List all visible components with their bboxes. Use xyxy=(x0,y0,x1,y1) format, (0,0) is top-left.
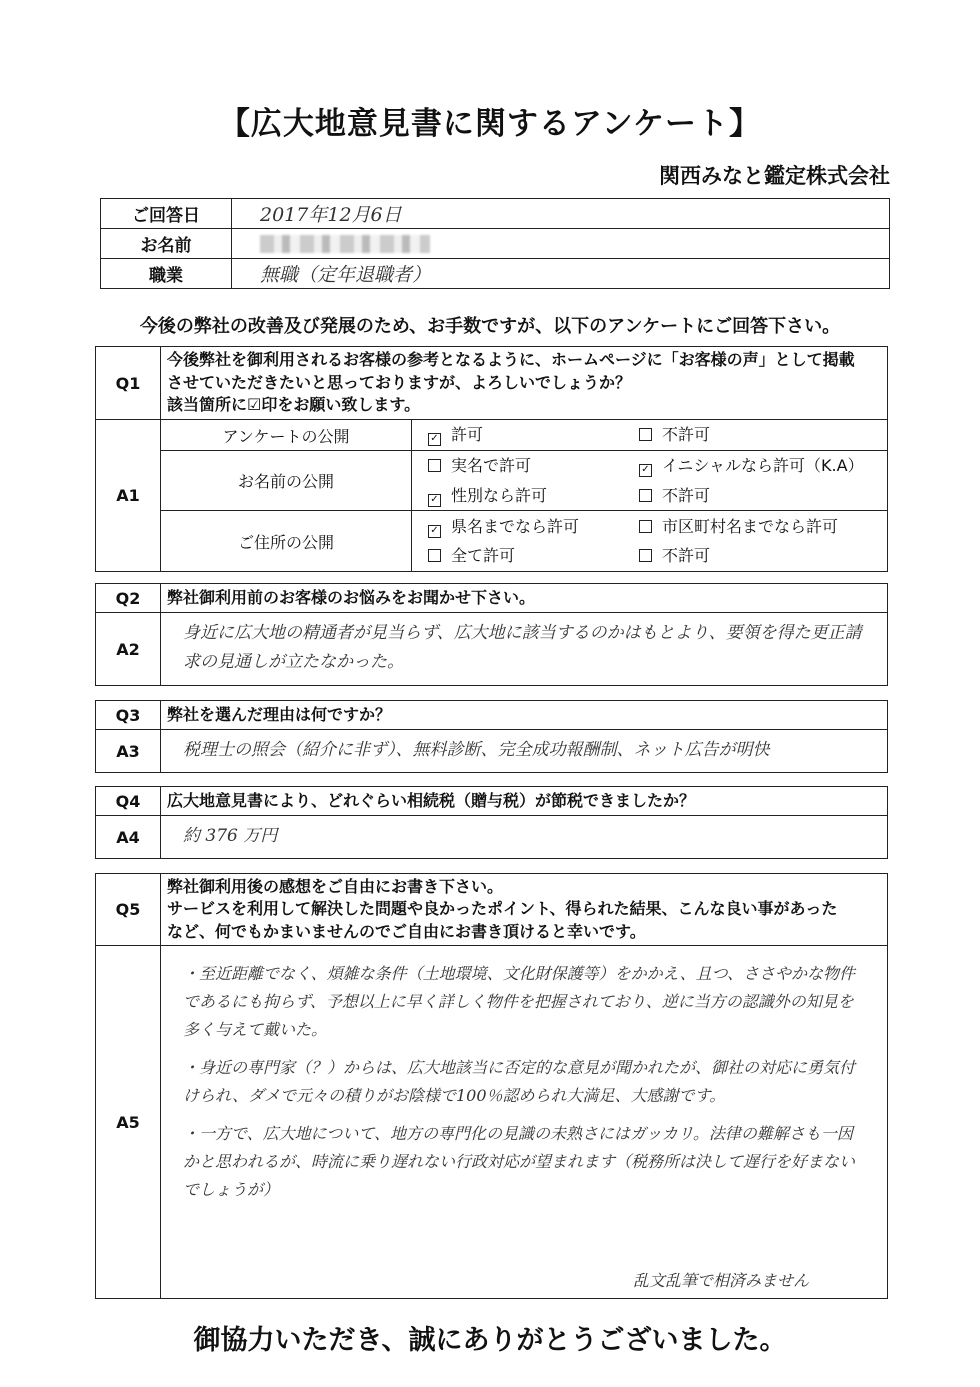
a1-survey-opt1[interactable]: ✓ 許可 xyxy=(412,420,624,451)
a1-name-opts-left xyxy=(412,451,624,511)
a1-survey-opt2[interactable]: 不許可 xyxy=(623,420,888,451)
checkbox-checked-icon[interactable]: ✓ xyxy=(428,494,441,507)
job-label: 職業 xyxy=(101,259,232,289)
date-label: ご回答日 xyxy=(101,199,232,229)
q1-line2: させていただきたいと思っておりますが、よろしいでしょうか？ xyxy=(167,372,632,392)
q4-row xyxy=(96,787,888,816)
q2-row xyxy=(96,584,888,613)
page-title: 【広大地意見書に関するアンケート】 xyxy=(218,106,762,142)
a5-paragraph-3: ・一方で、広大地について、地方の専門化の見識の未熟さにはガッカリ。法律の難解さも一因かと思われるが、時流に乗り遅れない行政対応が望まれます（税務所は決して遅行を好まないでしょうが） xyxy=(183,1124,856,1200)
q2-key: Q2 xyxy=(96,584,161,613)
name-label: お名前 xyxy=(101,229,232,259)
a1-address-opt1[interactable]: ✓ 県名までなら許可 xyxy=(428,512,623,542)
checkbox-empty-icon[interactable] xyxy=(639,489,652,502)
q1-line3: 該当箇所に☑印をお願い致します。 xyxy=(167,395,421,415)
checkbox-checked-icon[interactable]: ✓ xyxy=(639,464,652,477)
q5-line3: など、何でもかまいませんのでご自由にお書き頂けると幸いです。 xyxy=(167,921,646,941)
redaction-blur xyxy=(260,235,430,253)
name-value-redacted xyxy=(232,229,890,259)
intro-text: 今後の弊社の改善及び発展のため、お手数ですが、以下のアンケートにご回答下さい。 xyxy=(139,316,841,337)
a3-row xyxy=(96,730,888,773)
a1-name-opts-right xyxy=(623,451,888,511)
q3-text: 弊社を選んだ理由は何ですか？ xyxy=(161,701,888,730)
checkbox-empty-icon[interactable] xyxy=(639,428,652,441)
job-value: 無職（定年退職者） xyxy=(232,259,890,289)
a2-key: A2 xyxy=(96,613,161,686)
a5-paragraph-1: ・至近距離でなく、煩雑な条件（土地環境、文化財保護等）をかかえ、且つ、ささやかな物件であるにも拘らず、予想以上に早く詳しく物件を把握されており、逆に当方の認識外の知見を多く与えて戴いた。 xyxy=(183,964,856,1040)
a5-row xyxy=(96,946,888,1299)
closing-thanks: 御協力いただき、誠にありがとうございました。 xyxy=(193,1325,787,1356)
a2-answer: 身近に広大地の精通者が見当らず、広大地に該当するのかはもとより、要領を得た更正請求の見通しが立たなかった。 xyxy=(161,613,888,686)
a1-survey-label: アンケートの公開 xyxy=(161,420,412,451)
a1-address-opt4[interactable]: 不許可 xyxy=(639,541,887,571)
a1-address-label: ご住所の公開 xyxy=(161,511,412,572)
a2-row xyxy=(96,613,888,686)
q4-text: 広大地意見書により、どれぐらい相続税（贈与税）が節税できましたか？ xyxy=(161,787,888,816)
apology-note: 乱文乱筆で相済みません xyxy=(633,1271,810,1290)
date-row xyxy=(101,199,890,229)
q2-text: 弊社御利用前のお客様のお悩みをお聞かせ下さい。 xyxy=(161,584,888,613)
q5-line1: 弊社御利用後の感想をご自由にお書き下さい。 xyxy=(167,877,504,896)
q1-line1: 今後弊社を御利用されるお客様の参考となるように、ホームページに「お客様の声」として掲載 xyxy=(167,350,855,370)
a1-address-opt3[interactable]: 全て許可 xyxy=(428,541,623,571)
a1-name-opt3[interactable]: ✓ 性別なら許可 xyxy=(428,481,623,511)
checkbox-checked-icon[interactable]: ✓ xyxy=(428,433,441,446)
a4-answer: 約 376 万円 xyxy=(161,816,888,859)
checkbox-empty-icon[interactable] xyxy=(639,520,652,533)
q4-a4-table xyxy=(95,786,888,859)
job-row xyxy=(101,259,890,289)
date-value: 2017年12月6日 xyxy=(232,199,890,229)
a1-address-opt2[interactable]: 市区町村名までなら許可 xyxy=(639,512,887,542)
checkbox-empty-icon[interactable] xyxy=(428,459,441,472)
q1-row xyxy=(96,347,888,420)
a1-name-label: お名前の公開 xyxy=(161,451,412,511)
a1-address-opts-right xyxy=(623,511,888,572)
a1-row-address xyxy=(96,511,888,572)
q5-line2: サービスを利用して解決した問題や良かったポイント、得られた結果、こんな良い事があった xyxy=(167,899,838,919)
q2-a2-table xyxy=(95,583,888,686)
q4-key: Q4 xyxy=(96,787,161,816)
q1-key: Q1 xyxy=(96,347,161,420)
a5-paragraph-2: ・身近の専門家（？）からは、広大地該当に否定的な意見が聞かれたが、御社の対応に勇気付けられ、ダメで元々の積りがお陰様で100％認められ大満足、大感謝です。 xyxy=(183,1058,856,1106)
a1-name-opt1[interactable]: 実名で許可 xyxy=(428,451,623,481)
a4-key: A4 xyxy=(96,816,161,859)
name-row xyxy=(101,229,890,259)
q3-a3-table xyxy=(95,700,888,773)
q1-text xyxy=(161,347,888,420)
q5-row xyxy=(96,874,888,946)
respondent-info-table xyxy=(100,198,890,289)
checkbox-empty-icon[interactable] xyxy=(428,549,441,562)
a1-name-opt4[interactable]: 不許可 xyxy=(639,481,887,511)
a1-row-name xyxy=(96,451,888,511)
a1-address-opts-left xyxy=(412,511,624,572)
a5-answer xyxy=(161,946,888,1299)
checkbox-empty-icon[interactable] xyxy=(639,549,652,562)
company-name: 関西みなと鑑定株式会社 xyxy=(659,164,890,188)
a4-row xyxy=(96,816,888,859)
q5-key: Q5 xyxy=(96,874,161,946)
q5-text xyxy=(161,874,888,946)
a1-row-survey xyxy=(96,420,888,451)
q1-a1-table xyxy=(95,346,888,572)
a3-answer: 税理士の照会（紹介に非ず）、無料診断、完全成功報酬制、ネット広告が明快 xyxy=(161,730,888,773)
a5-key: A5 xyxy=(96,946,161,1299)
q5-a5-table xyxy=(95,873,888,1299)
a1-key: A1 xyxy=(96,420,161,572)
checkbox-checked-icon[interactable]: ✓ xyxy=(428,525,441,538)
a3-key: A3 xyxy=(96,730,161,773)
a1-name-opt2[interactable]: ✓ イニシャルなら許可（K.A） xyxy=(639,451,887,481)
q3-key: Q3 xyxy=(96,701,161,730)
q3-row xyxy=(96,701,888,730)
